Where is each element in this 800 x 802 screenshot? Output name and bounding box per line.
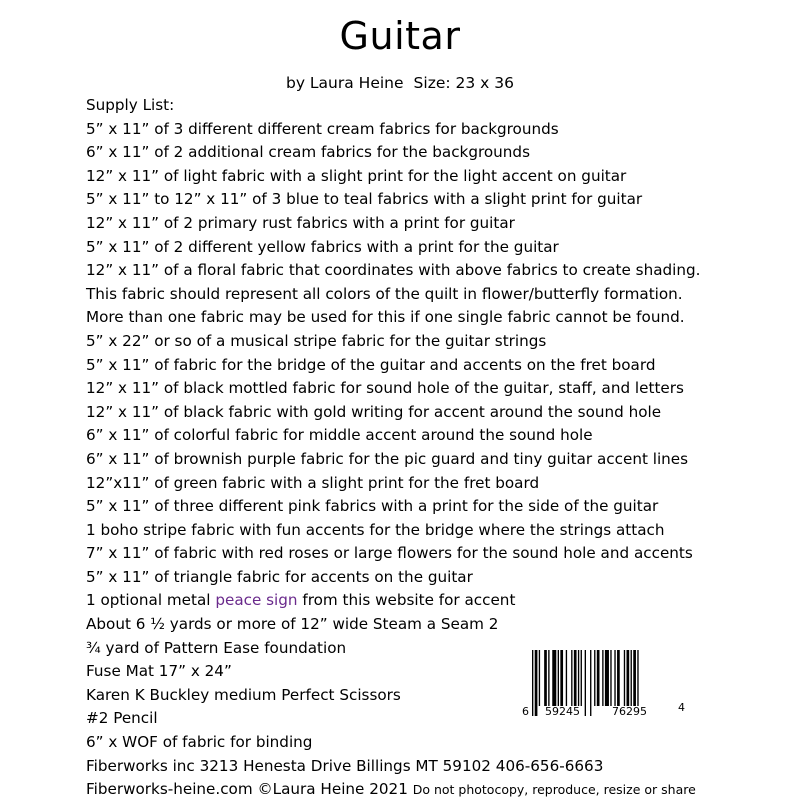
barcode-bar [539,650,540,706]
supply-item: 5” x 11” of triangle fabric for accents on the guitar [86,567,473,586]
peace-sign-link[interactable]: peace sign [215,591,298,610]
supply-item: Karen K Buckley medium Perfect Scissors [86,685,401,704]
supply-item: 5” x 11” of 3 different different cream fabrics for backgrounds [86,119,559,138]
footer-copyright-line [86,778,786,802]
supply-list-heading: Supply List: [86,96,175,114]
pattern-size: Size: 23 x 36 [413,74,514,92]
barcode-bar [605,650,609,706]
barcode-bar [602,650,603,706]
barcode-bar [571,650,572,706]
barcode-bar [574,650,577,706]
barcode-bar [566,650,567,706]
supply-item: 6” x 11” of colorful fabric for middle accent around the sound hole [86,426,593,445]
supply-item: More than one fabric may be used for this if one single fabric cannot be found. [86,308,685,327]
barcode-bar [532,650,533,716]
supply-item: 12” x 11” of a floral fabric that coordinates with above fabrics to create shading. [86,261,701,280]
barcode-bar [633,650,636,706]
supply-item: 12” x 11” of black mottled fabric for sound hole of the guitar, staff, and letters [86,379,684,398]
supply-item-peace-sign: 1 optional metal peace sign from this website for accent [86,591,516,610]
supply-item: 6” x WOF of fabric for binding [86,733,313,752]
pattern-subtitle [0,74,800,92]
barcode-bar [578,650,579,706]
byline: by Laura Heine [285,74,404,92]
footer-copyright: Fiberworks-heine.com ©Laura Heine 2021 [86,780,408,799]
barcode-bar [560,650,563,706]
supply-item: This fabric should represent all colors of the quilt in flower/butterfly formation. [86,284,683,303]
footer-address: Fiberworks inc 3213 Henesta Drive Billings MT 59102 406-656-6663 [86,756,604,775]
barcode-bar [624,650,625,706]
supply-item: 5” x 11” of three different pink fabrics with a print for the side of the guitar [86,497,659,516]
supply-item: 7” x 11” of fabric with red roses or large flowers for the sound hole and accents [86,544,693,563]
barcode-bar [627,650,630,706]
pattern-title: Guitar [339,14,461,58]
supply-item: ¾ yard of Pattern Ease foundation [86,638,347,657]
barcode-bar [552,650,556,706]
barcode-bar [585,650,586,716]
barcode-bar [631,650,632,706]
supply-item: 5” x 11” of fabric for the bridge of the guitar and accents on the fret board [86,355,656,374]
barcode-bar [581,650,582,706]
barcode-bar [610,650,611,706]
barcode-digits-left: 59245 [545,705,580,718]
supply-item: 5” x 11” of 2 different yellow fabrics with a print for the guitar [86,237,559,256]
supply-item: 12”x11” of green fabric with a slight print for the fret board [86,473,540,492]
supply-item: 6” x 11” of brownish purple fabric for the pic guard and tiny guitar accent lines [86,449,689,468]
barcode-bar [594,650,595,706]
supply-item: 12” x 11” of 2 primary rust fabrics with a print for guitar [86,213,515,232]
supply-item: 6” x 11” of 2 additional cream fabrics for the backgrounds [86,143,530,162]
barcode [520,650,690,720]
supply-item: 5” x 11” to 12” x 11” of 3 blue to teal fabrics with a slight print for guitar [86,190,643,209]
barcode-bar [544,650,547,706]
supply-item: About 6 ½ yards or more of 12” wide Steam a Seam 2 [86,615,499,634]
footer-notice: Do not photocopy, reproduce, resize or share [412,782,696,798]
barcode-digits-right: 76295 [612,705,647,718]
supply-item: 12” x 11” of black fabric with gold writing for accent around the sound hole [86,402,662,421]
barcode-digit-first: 6 [522,705,529,718]
barcode-bar [614,650,615,706]
barcode-bar [637,650,638,706]
supply-item: 5” x 22” or so of a musical stripe fabric for the guitar strings [86,331,547,350]
barcode-bar [617,650,620,706]
barcode-bar [548,650,549,706]
barcode-bar [535,650,538,716]
supply-item: #2 Pencil [86,709,158,728]
barcode-bar [558,650,559,706]
supply-item: 12” x 11” of light fabric with a slight print for the light accent on guitar [86,166,627,185]
supply-item: Fuse Mat 17” x 24” [86,662,232,681]
barcode-bar [590,650,591,716]
barcode-bar [597,650,600,706]
barcode-digit-last: 4 [678,701,685,714]
supply-item: 1 boho stripe fabric with fun accents for the bridge where the strings attach [86,520,665,539]
